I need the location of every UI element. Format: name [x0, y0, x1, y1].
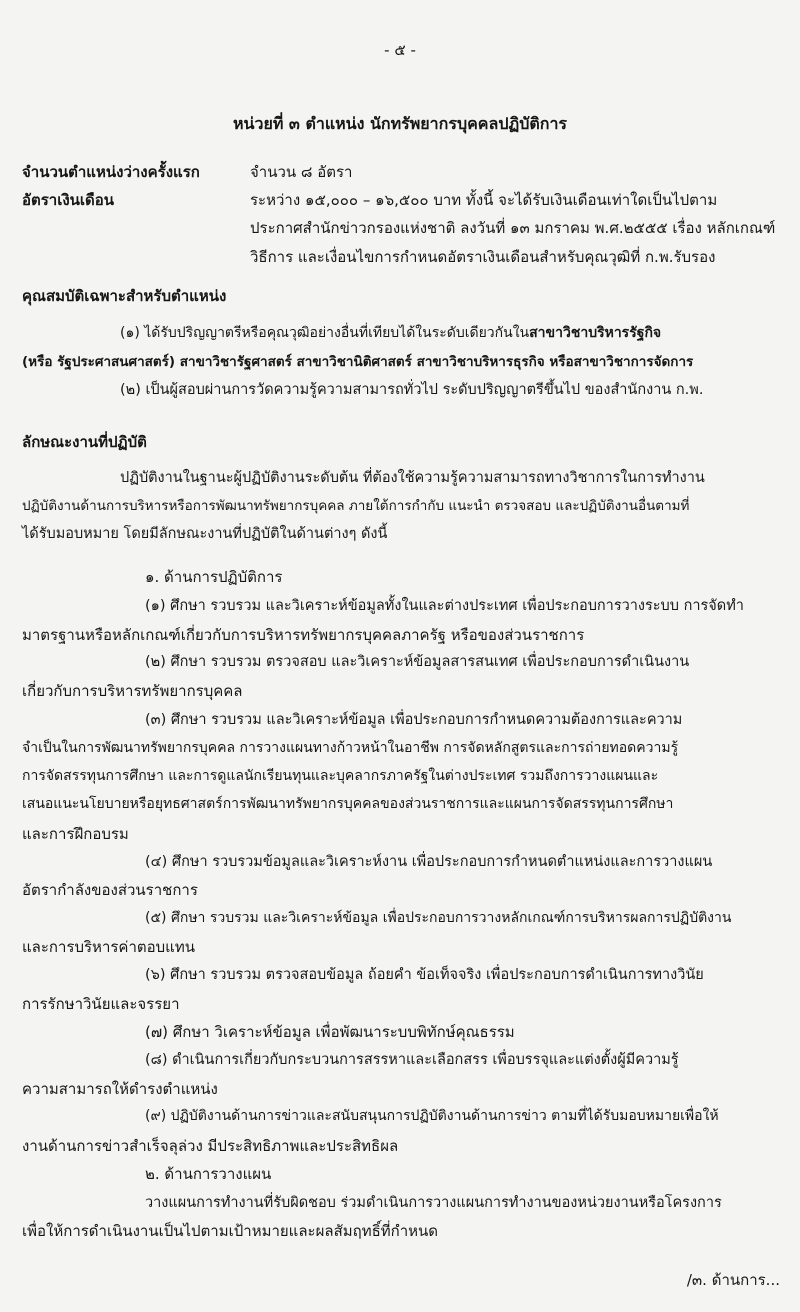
duty-item: ความสามารถให้ดำรงตำแหน่ง: [22, 1080, 218, 1098]
salary-line: ประกาศสำนักข่าวกรองแห่งชาติ ลงวันที่ ๑๓ มกราคม พ.ศ.๒๕๕๕ เรื่อง หลักเกณฑ์: [250, 219, 776, 237]
vacancy-value: จำนวน ๘ อัตรา: [250, 163, 353, 181]
duty-item: (๓) ศึกษา รวบรวม และวิเคราะห์ข้อมูล เพื่อประกอบการกำหนดความต้องการและความ: [145, 712, 683, 728]
duty-item: (๘) ดำเนินการเกี่ยวกับกระบวนการสรรหาและเลือกสรร เพื่อบรรจุและแต่งตั้งผู้มีความรู้: [145, 1052, 679, 1068]
qualification-2: (๒) เป็นผู้สอบผ่านการวัดความรู้ความสามารถทั่วไป ระดับปริญญาตรีขึ้นไป ของสำนักงาน ก.พ.: [120, 382, 704, 398]
section-1-title: ๑. ด้านการปฏิบัติการ: [145, 568, 283, 586]
qualification-1-bold: สาขาวิชาบริหารรัฐกิจ: [529, 325, 662, 341]
duty-item: (๙) ปฏิบัติงานด้านการข่าวและสนับสนุนการปฏิบัติงานด้านการข่าว ตามที่ได้รับมอบหมายเพื่อให้: [145, 1108, 719, 1124]
work-intro-line: ปฏิบัติงานในฐานะผู้ปฏิบัติงานระดับต้น ที่ต้องใช้ความรู้ความสามารถทางวิชาการในการทำงาน: [120, 470, 705, 486]
qualifications-title: คุณสมบัติเฉพาะสำหรับตำแหน่ง: [22, 287, 227, 305]
qualification-1-line-2: (หรือ รัฐประศาสนศาสตร์) สาขาวิชารัฐศาสตร์ สาขาวิชานิติศาสตร์ สาขาวิชาบริหารธุรกิจ หรือสาขาวิชาการจัดการ: [22, 354, 694, 370]
page-number: - ๕ -: [384, 41, 416, 59]
duty-item: งานด้านการข่าวสำเร็จลุล่วง มีประสิทธิภาพและประสิทธิผล: [22, 1137, 399, 1155]
vacancy-label: จำนวนตำแหน่งว่างครั้งแรก: [22, 163, 200, 181]
continuation-marker: /๓. ด้านการ...: [686, 1271, 780, 1289]
planning-text: เพื่อให้การดำเนินงานเป็นไปตามเป้าหมายและผลสัมฤทธิ์ที่กำหนด: [22, 1222, 439, 1240]
duty-item: และการฝึกอบรม: [22, 825, 129, 843]
duty-item: (๑) ศึกษา รวบรวม และวิเคราะห์ข้อมูลทั้งในและต่างประเทศ เพื่อประกอบการวางระบบ การจัดทำ: [145, 598, 744, 614]
work-title: ลักษณะงานที่ปฏิบัติ: [22, 433, 147, 451]
duty-item: จำเป็นในการพัฒนาทรัพยากรบุคคล การวางแผนทางก้าวหน้าในอาชีพ การจัดหลักสูตรและการถ่ายทอดความรู้: [22, 740, 679, 756]
work-intro-line: ปฏิบัติงานด้านการบริหารหรือการพัฒนาทรัพยากรบุคคล ภายใต้การกำกับ แนะนำ ตรวจสอบ และปฏิบัติงานอื่นตามที่: [22, 498, 690, 514]
duty-item: (๒) ศึกษา รวบรวม ตรวจสอบ และวิเคราะห์ข้อมูลสารสนเทศ เพื่อประกอบการดำเนินงาน: [145, 654, 690, 670]
duty-item: อัตรากำลังของส่วนราชการ: [22, 881, 198, 899]
qualification-1: [120, 322, 661, 344]
section-2-title: ๒. ด้านการวางแผน: [145, 1165, 272, 1183]
duty-item: (๕) ศึกษา รวบรวม และวิเคราะห์ข้อมูล เพื่อประกอบการวางหลักเกณฑ์การบริหารผลการปฏิบัติงาน: [145, 910, 732, 926]
duty-item: (๖) ศึกษา รวบรวม ตรวจสอบข้อมูล ถ้อยคำ ข้อเท็จจริง เพื่อประกอบการดำเนินการทางวินัย: [145, 967, 704, 983]
qualification-1-text: (๑) ได้รับปริญญาตรีหรือคุณวุฒิอย่างอื่นที่เทียบได้ในระดับเดียวกันใน: [120, 325, 530, 341]
work-intro-line: ได้รับมอบหมาย โดยมีลักษณะงานที่ปฏิบัติในด้านต่างๆ ดังนี้: [22, 526, 388, 542]
duty-item: เสนอแนะนโยบายหรือยุทธศาสตร์การพัฒนาทรัพยากรบุคคลของส่วนราชการและแผนการจัดสรรทุนการศึกษา: [22, 796, 674, 812]
page-heading: หน่วยที่ ๓ ตำแหน่ง นักทรัพยากรบุคคลปฏิบัติการ: [232, 114, 568, 133]
duty-item: มาตรฐานหรือหลักเกณฑ์เกี่ยวกับการบริหารทรัพยากรบุคคลภาครัฐ หรือของส่วนราชการ: [22, 626, 585, 644]
salary-line: ระหว่าง ๑๕,๐๐๐ – ๑๖,๕๐๐ บาท ทั้งนี้ จะได้รับเงินเดือนเท่าใดเป็นไปตาม: [250, 191, 718, 209]
duty-item: เกี่ยวกับการบริหารทรัพยากรบุคคล: [22, 682, 243, 700]
duty-item: (๗) ศึกษา วิเคราะห์ข้อมูล เพื่อพัฒนาระบบพิทักษ์คุณธรรม: [145, 1023, 515, 1041]
duty-item: (๔) ศึกษา รวบรวมข้อมูลและวิเคราะห์งาน เพื่อประกอบการกำหนดตำแหน่งและการวางแผน: [145, 854, 713, 870]
salary-label: อัตราเงินเดือน: [22, 191, 115, 209]
planning-text: วางแผนการทำงานที่รับผิดชอบ ร่วมดำเนินการวางแผนการทำงานของหน่วยงานหรือโครงการ: [145, 1195, 722, 1211]
duty-item: และการบริหารค่าตอบแทน: [22, 938, 195, 956]
duty-item: การจัดสรรทุนการศึกษา และการดูแลนักเรียนทุนและบุคลากรภาครัฐในต่างประเทศ รวมถึงการวางแผนและ: [22, 768, 659, 784]
salary-line: วิธีการ และเงื่อนไขการกำหนดอัตราเงินเดือนสำหรับคุณวุฒิที่ ก.พ.รับรอง: [250, 248, 716, 266]
duty-item: การรักษาวินัยและจรรยา: [22, 995, 180, 1013]
